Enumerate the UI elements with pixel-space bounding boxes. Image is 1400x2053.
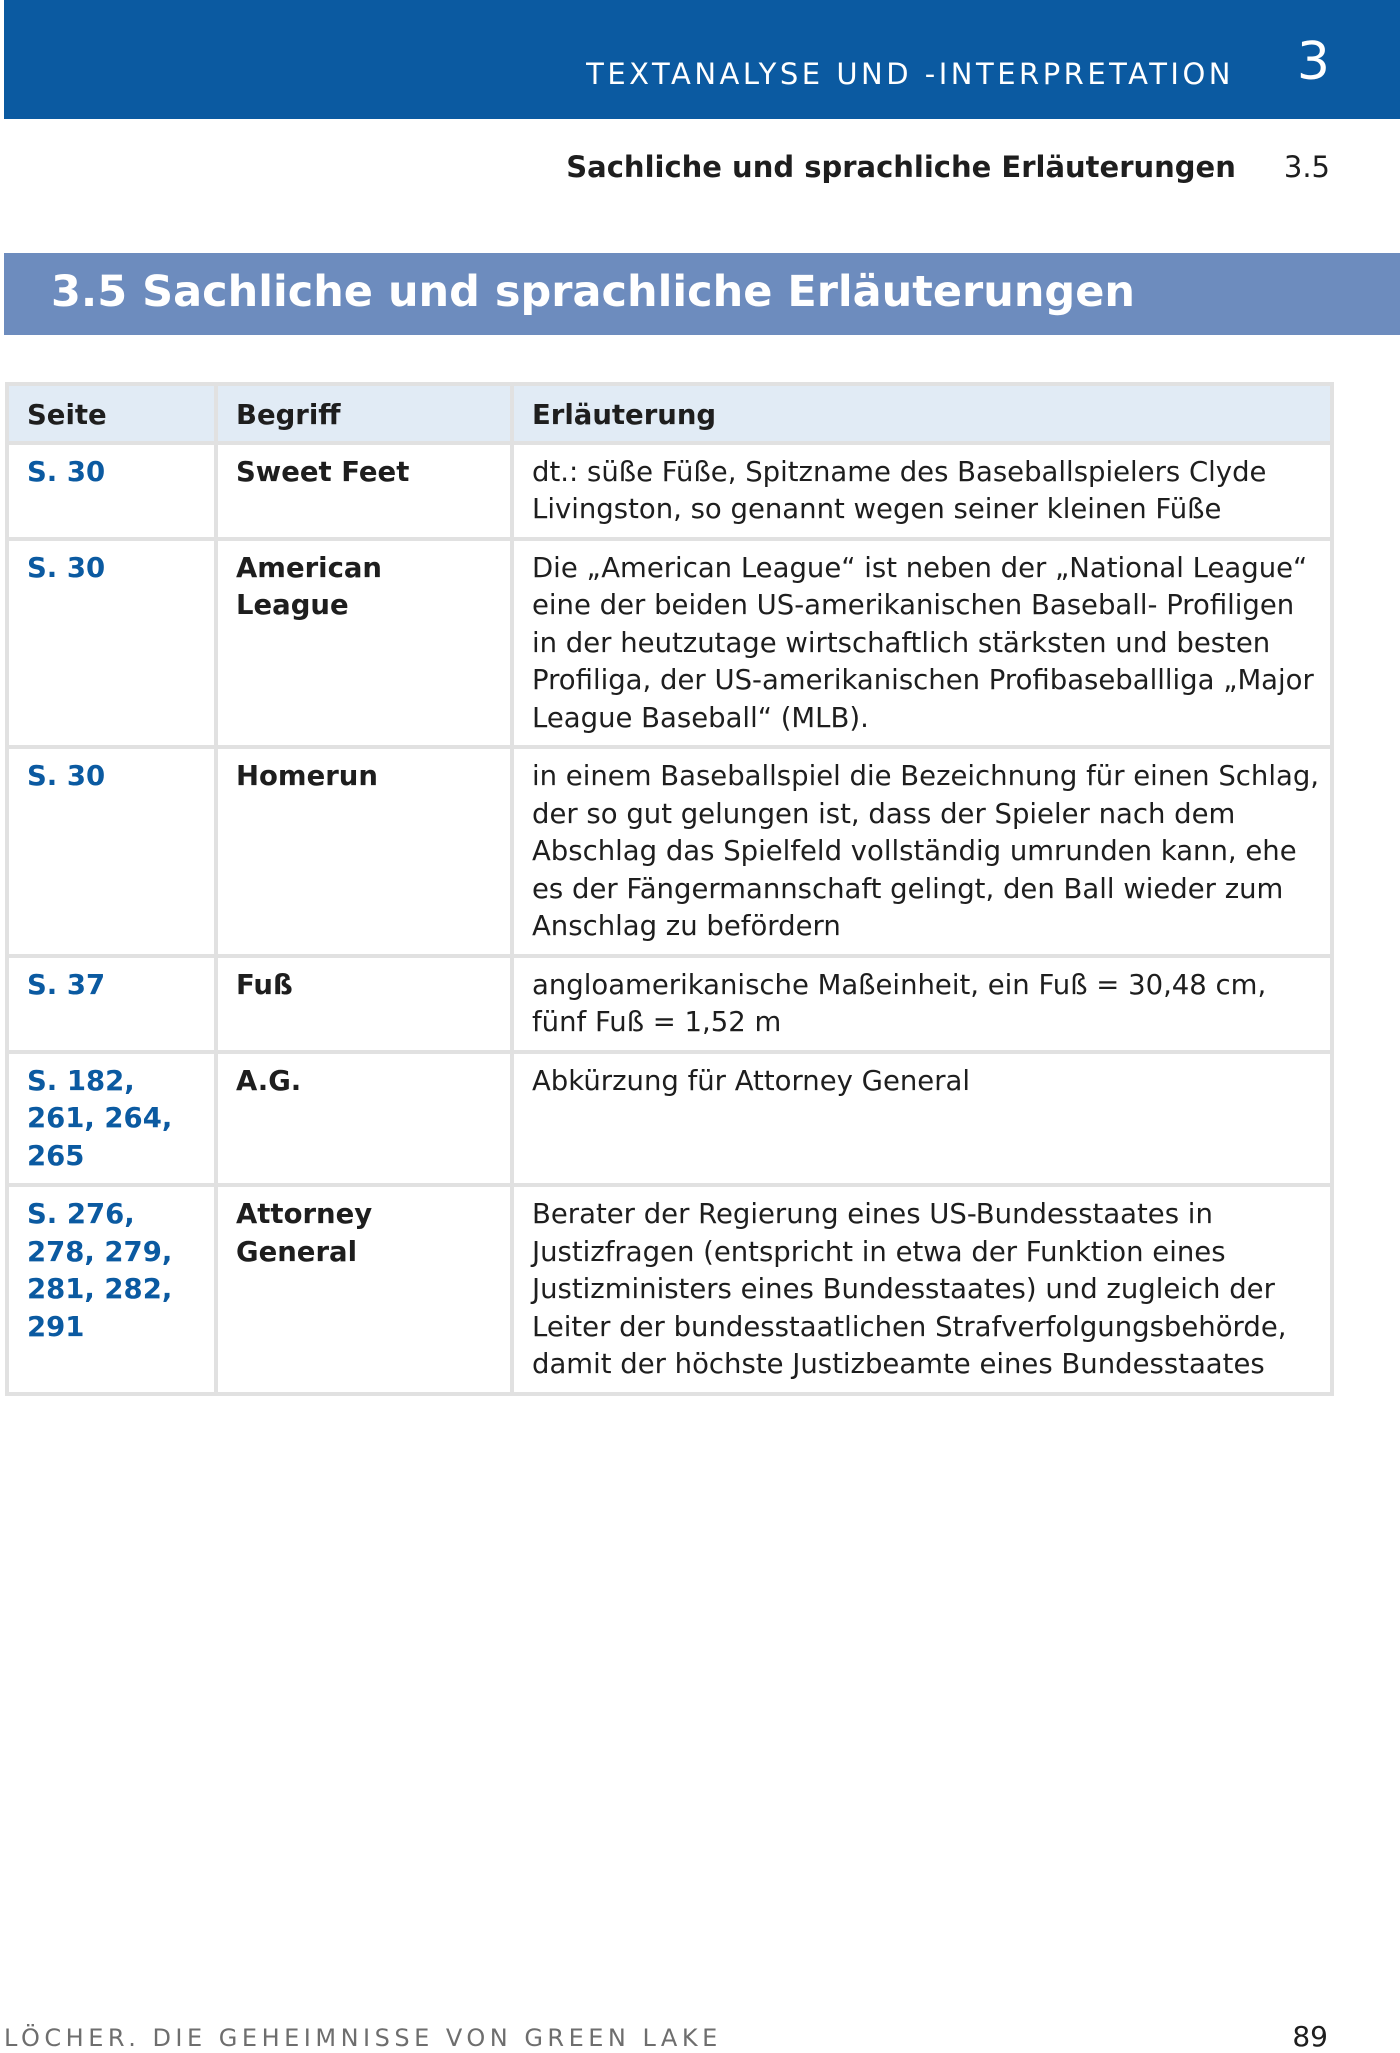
table-header-row xyxy=(7,384,1332,443)
row-page: S. 276, 278, 279, 281, 282, 291 xyxy=(7,1185,216,1394)
footer-book-title: LÖCHER. DIE GEHEIMNISSE VON GREEN LAKE xyxy=(4,2024,722,2052)
row-term: A.G. xyxy=(216,1052,512,1186)
row-term: Attorney General xyxy=(216,1185,512,1394)
section-title: 3.5 Sachliche und sprachliche Erläuterungen xyxy=(51,267,1135,317)
table-row xyxy=(7,443,1332,539)
subsection-title: Sachliche und sprachliche Erläuterungen xyxy=(566,150,1236,184)
table-row xyxy=(7,1052,1332,1186)
chapter-number: 3 xyxy=(1296,32,1330,92)
section-title-band xyxy=(4,253,1400,335)
row-term: Sweet Feet xyxy=(216,443,512,539)
row-page: S. 182, 261, 264, 265 xyxy=(7,1052,216,1186)
table-row xyxy=(7,956,1332,1052)
table-row xyxy=(7,747,1332,956)
subsection-number: 3.5 xyxy=(1283,150,1330,184)
row-explanation: in einem Baseballspiel die Bezeichnung für einen Schlag, der so gut gelungen ist, dass der Spieler nach dem Abschlag das Spielfeld vollständig umrunden kann, ehe es der Fängermannschaft gelingt, den Ball wieder zum Anschlag zu befördern xyxy=(512,747,1332,956)
row-term: Fuß xyxy=(216,956,512,1052)
row-explanation: Die „American League“ ist neben der „National League“ eine der beiden US-amerikanischen Baseball- Profiligen in der heutzutage wirtschaftlich stärksten und besten Profiliga, der US-amerikanischen Profibaseballliga „Major League Baseball“ (MLB). xyxy=(512,539,1332,748)
table-row xyxy=(7,539,1332,748)
running-subheader xyxy=(566,150,1330,184)
column-header-term: Begriff xyxy=(216,384,512,443)
row-explanation: Berater der Regierung eines US-Bundesstaates in Justizfragen (entspricht in etwa der Funktion eines Justizministers eines Bundesstaates) und zugleich der Leiter der bundesstaatlichen Strafverfolgungsbehörde, damit der höchste Justizbeamte eines Bundesstaates xyxy=(512,1185,1332,1394)
row-explanation: dt.: süße Füße, Spitzname des Baseballspielers Clyde Livingston, so genannt wegen seiner kleinen Füße xyxy=(512,443,1332,539)
table-row xyxy=(7,1185,1332,1394)
footer-page-number: 89 xyxy=(1292,2020,1328,2053)
row-page: S. 30 xyxy=(7,443,216,539)
chapter-label: TEXTANALYSE UND -INTERPRETATION xyxy=(586,57,1234,91)
row-page: S. 30 xyxy=(7,747,216,956)
row-explanation: angloamerikanische Maßeinheit, ein Fuß = 30,48 cm, fünf Fuß = 1,52 m xyxy=(512,956,1332,1052)
row-term: Homerun xyxy=(216,747,512,956)
explanations-table xyxy=(5,382,1334,1396)
chapter-header-band xyxy=(4,0,1400,119)
row-page: S. 37 xyxy=(7,956,216,1052)
column-header-explanation: Erläuterung xyxy=(512,384,1332,443)
row-term: American League xyxy=(216,539,512,748)
column-header-page: Seite xyxy=(7,384,216,443)
row-explanation: Abkürzung für Attorney General xyxy=(512,1052,1332,1186)
row-page: S. 30 xyxy=(7,539,216,748)
